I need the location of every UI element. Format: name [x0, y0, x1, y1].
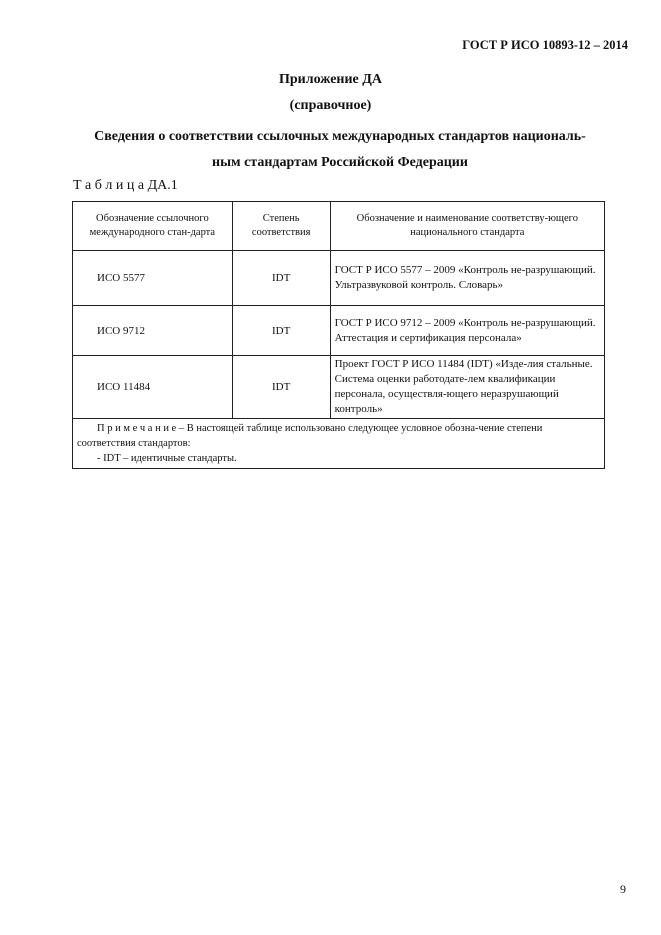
national-cell: Проект ГОСТ Р ИСО 11484 (IDT) «Изде-лия стальные. Система оценки работодате-лем квалификации персонала, осуществля-ющего неразрушающий контроль»: [330, 356, 604, 419]
reference-cell: ИСО 9712: [73, 306, 233, 356]
degree-cell: IDT: [232, 251, 330, 306]
degree-cell: IDT: [232, 306, 330, 356]
national-cell: ГОСТ Р ИСО 9712 – 2009 «Контроль не-разрушающий. Аттестация и сертификация персонала»: [330, 306, 604, 356]
degree-cell: IDT: [232, 356, 330, 419]
appendix-heading: [60, 124, 620, 176]
table-header-row: [73, 202, 605, 251]
reference-cell: ИСО 5577: [73, 251, 233, 306]
column-header-reference: Обозначение ссылочного международного стан-дарта: [73, 202, 233, 251]
table-note-row: [73, 419, 605, 469]
table-row: [73, 251, 605, 306]
page-number: 9: [620, 882, 626, 896]
reference-cell: ИСО 11484: [73, 356, 233, 419]
table-note: [73, 419, 605, 469]
appendix-type: (справочное): [289, 98, 372, 113]
heading-line-2: ным стандартам Российской Федерации: [212, 155, 468, 170]
note-legend: - IDT – идентичные стандарты.: [97, 453, 237, 464]
table-row: [73, 306, 605, 356]
heading-line-1: Сведения о соответствии ссылочных международных стандартов националь-: [94, 129, 586, 144]
note-text: П р и м е ч а н и е – В настоящей таблице использовано следующее условное обозна-чение степени соответствия стандартов:: [77, 423, 543, 449]
column-header-degree: Степень соответствия: [232, 202, 330, 251]
column-header-national: Обозначение и наименование соответству-ющего национального стандарта: [330, 202, 604, 251]
correspondence-table: [72, 201, 605, 469]
appendix-title: Приложение ДА: [278, 72, 383, 87]
table-caption: Т а б л и ц а ДА.1: [73, 178, 178, 193]
document-header: ГОСТ Р ИСО 10893-12 – 2014: [462, 38, 628, 52]
table-row: [73, 356, 605, 419]
national-cell: ГОСТ Р ИСО 5577 – 2009 «Контроль не-разрушающий. Ультразвуковой контроль. Словарь»: [330, 251, 604, 306]
